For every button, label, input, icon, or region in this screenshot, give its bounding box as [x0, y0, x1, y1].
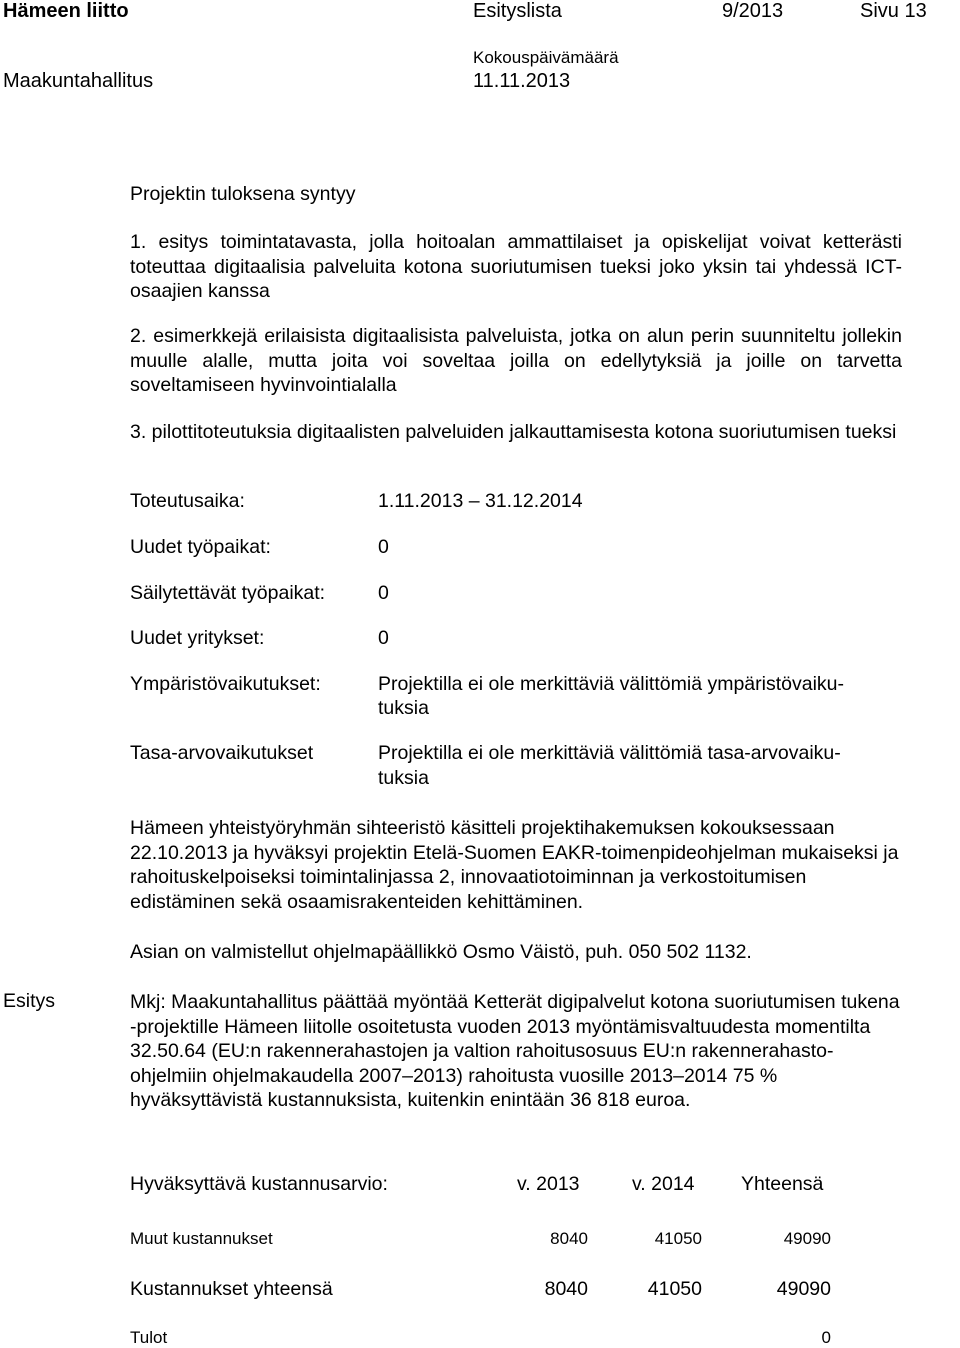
- document-type: Esityslista: [473, 0, 562, 22]
- budget-header-label: Hyväksyttävä kustannusarvio:: [130, 1173, 388, 1195]
- budget-row-label: Kustannukset yhteensä: [130, 1278, 333, 1300]
- budget-cell-2014: 41050: [654, 1229, 702, 1248]
- uudet-yritykset-label: Uudet yritykset:: [130, 627, 265, 649]
- toteutusaika-value: 1.11.2013 – 31.12.2014: [378, 490, 583, 512]
- uudet-tyopaikat-value: 0: [378, 536, 389, 558]
- budget-header-2013: v. 2013: [517, 1173, 580, 1195]
- budget-cell-total: 49090: [783, 1229, 831, 1248]
- ymparisto-label: Ympäristövaikutukset:: [130, 673, 321, 695]
- sihteeristo-paragraph: Hämeen yhteistyöryhmän sihteeristö käsitteli projektihakemuksen kokouksessaan 22.10.2013 ja hyväksyi projektin Etelä-Suomen EAKR-toimenpideohjelman mukaiseksi ja rahoituskelpoiseksi toimintalinjassa 2, innovaatiotoiminnan ja verkostoitumisen edistäminen sekä osaamisrakenteiden kehittäminen.: [130, 817, 899, 913]
- budget-cell-2013: 8040: [550, 1229, 588, 1248]
- budget-cell-2014: 41050: [647, 1278, 702, 1300]
- results-intro: Projektin tuloksena syntyy: [130, 183, 356, 205]
- list-item: 3. pilottitoteutuksia digitaalisten palveluiden jalkauttamisesta kotona suoriutumisen tueksi: [130, 421, 897, 443]
- ymparisto-text: Projektilla ei ole merkittäviä välittömiä ympäristövaiku-: [378, 673, 844, 695]
- esitys-label: Esitys: [3, 990, 56, 1012]
- list-item: 1. esitys toimintatavasta, jolla hoitoalan ammattilaiset ja opiskelijat voivat ketterästi toteuttaa digitaalisia palveluita kotona suoriutumisen tueksi joko yksin tai yhdessä ICT-osaajien kanssa: [130, 231, 902, 302]
- organization-name: Hämeen liitto: [3, 0, 129, 22]
- sailytettavat-label: Säilytettävät työpaikat:: [130, 582, 326, 604]
- budget-header-total: Yhteensä: [741, 1173, 824, 1195]
- tasa-arvo-label: Tasa-arvovaikutukset: [130, 742, 314, 764]
- ymparisto-text-cont: tuksia: [378, 697, 429, 719]
- page-number: Sivu 13: [860, 0, 927, 22]
- budget-cell-2013: 8040: [544, 1278, 588, 1300]
- valmistelija-paragraph: Asian on valmistellut ohjelmapäällikkö Osmo Väistö, puh. 050 502 1132.: [130, 941, 752, 963]
- budget-cell-total: 49090: [776, 1278, 831, 1300]
- budget-row-label: Tulot: [130, 1328, 168, 1347]
- sailytettavat-value: 0: [378, 582, 389, 604]
- meeting-date: 11.11.2013: [473, 70, 571, 92]
- budget-cell-total: 0: [821, 1328, 831, 1347]
- list-item: 2. esimerkkejä erilaisista digitaalisista palveluista, jotka on alun perin suunniteltu jollekin muulle alalle, mutta joita voi soveltaa joilla on edellytyksiä ja joille on tarvetta soveltamiseen hyvinvointialalla: [130, 325, 902, 396]
- budget-header-2014: v. 2014: [632, 1173, 695, 1195]
- toteutusaika-label: Toteutusaika:: [130, 490, 245, 512]
- meeting-date-label: Kokouspäivämäärä: [473, 48, 619, 67]
- tasa-arvo-text-cont: tuksia: [378, 767, 429, 789]
- budget-row-label: Muut kustannukset: [130, 1229, 273, 1248]
- esitys-text: Mkj: Maakuntahallitus päättää myöntää Ketterät digipalvelut kotona suoriutumisen tukena -projektille Hämeen liitolle osoitetusta vuoden 2013 myöntämisvaltuudesta momentilta 32.50.64 (EU:n rakennerahastojen ja valtion rahoitusosuus EU:n rakennerahasto-ohjelmiin ohjelmakaudella 2007–2013) rahoitusta vuosille 2013–2014 75 % hyväksyttävistä kustannuksista, kuitenkin enintään 36 818 euroa.: [130, 991, 900, 1111]
- uudet-tyopaikat-label: Uudet työpaikat:: [130, 536, 271, 558]
- tasa-arvo-text: Projektilla ei ole merkittäviä välittömiä tasa-arvovaiku-: [378, 742, 841, 764]
- document-number: 9/2013: [722, 0, 784, 22]
- governing-body: Maakuntahallitus: [3, 70, 154, 92]
- uudet-yritykset-value: 0: [378, 627, 389, 649]
